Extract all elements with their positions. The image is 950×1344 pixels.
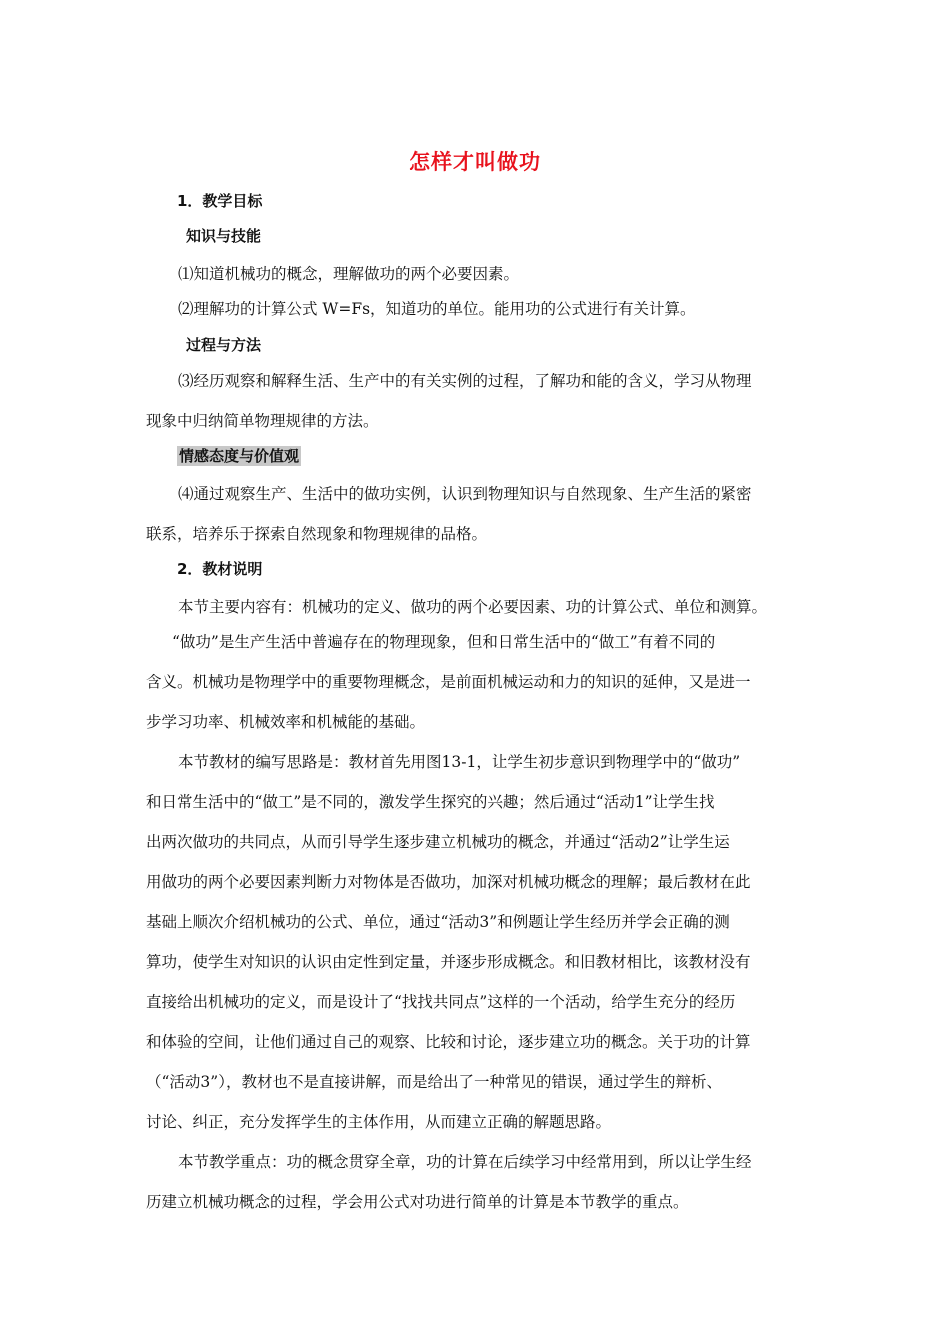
paragraph-4-line-1: 本节教学重点：功的概念贯穿全章，功的计算在后续学习中经常用到，所以让学生经 [178,1153,752,1171]
section-heading-objectives: 1．教学目标 [177,192,263,210]
paragraph-3-line-10: 讨论、纠正，充分发挥学生的主体作用，从而建立正确的解题思路。 [146,1113,612,1131]
paragraph-3-line-1: 本节教材的编写思路是：教材首先用图13-1，让学生初步意识到物理学中的“做功” [178,753,741,771]
objective-item-4-line-1: ⑷通过观察生产、生活中的做功实例，认识到物理知识与自然现象、生产生活的紧密 [178,485,752,503]
subheading-knowledge: 知识与技能 [186,227,262,245]
paragraph-3-line-8: 和体验的空间，让他们通过自己的观察、比较和讨论，逐步建立功的概念。关于功的计算 [146,1033,751,1051]
paragraph-2-line-2: 含义。机械功是物理学中的重要物理概念，是前面机械运动和力的知识的延伸，又是进一 [146,673,751,691]
paragraph-2-line-1: “做功”是生产生活中普遍存在的物理现象，但和日常生活中的“做工”有着不同的 [172,633,716,651]
subheading-process: 过程与方法 [186,336,262,354]
paragraph-4-line-2: 历建立机械功概念的过程，学会用公式对功进行简单的计算是本节教学的重点。 [146,1193,689,1211]
paragraph-3-line-7: 直接给出机械功的定义，而是设计了“找找共同点”这样的一个活动，给学生充分的经历 [146,993,736,1011]
paragraph-3-line-5: 基础上顺次介绍机械功的公式、单位，通过“活动3”和例题让学生经历并学会正确的测 [146,913,730,931]
paragraph-2-line-3: 步学习功率、机械效率和机械能的基础。 [146,713,426,731]
document-title: 怎样才叫做功 [409,150,541,174]
paragraph-3-line-9: （“活动3”），教材也不是直接讲解，而是给出了一种常见的错误，通过学生的辩析、 [146,1073,722,1091]
paragraph-3-line-6: 算功，使学生对知识的认识由定性到定量，并逐步形成概念。和旧教材相比，该教材没有 [146,953,751,971]
paragraph-3-line-2: 和日常生活中的“做工”是不同的，激发学生探究的兴趣；然后通过“活动1”让学生找 [146,793,715,811]
objective-item-1: ⑴知道机械功的概念，理解做功的两个必要因素。 [178,265,520,283]
section-heading-materials: 2．教材说明 [177,560,263,578]
objective-item-2: ⑵理解功的计算公式 W=Fs，知道功的单位。能用功的公式进行有关计算。 [178,300,696,318]
objective-item-3-line-2: 现象中归纳简单物理规律的方法。 [146,412,379,430]
subheading-attitude-highlight: 情感态度与价值观 [179,447,300,465]
paragraph-3-line-4: 用做功的两个必要因素判断力对物体是否做功，加深对机械功概念的理解；最后教材在此 [146,873,751,891]
subheading-attitude [177,445,301,466]
paragraph-3-line-3: 出两次做功的共同点，从而引导学生逐步建立机械功的概念，并通过“活动2”让学生运 [146,833,730,851]
objective-item-4-line-2: 联系，培养乐于探索自然现象和物理规律的品格。 [146,525,488,543]
paragraph-1: 本节主要内容有：机械功的定义、做功的两个必要因素、功的计算公式、单位和测算。 [178,598,768,616]
objective-item-3-line-1: ⑶经历观察和解释生活、生产中的有关实例的过程，了解功和能的含义，学习从物理 [178,372,752,390]
